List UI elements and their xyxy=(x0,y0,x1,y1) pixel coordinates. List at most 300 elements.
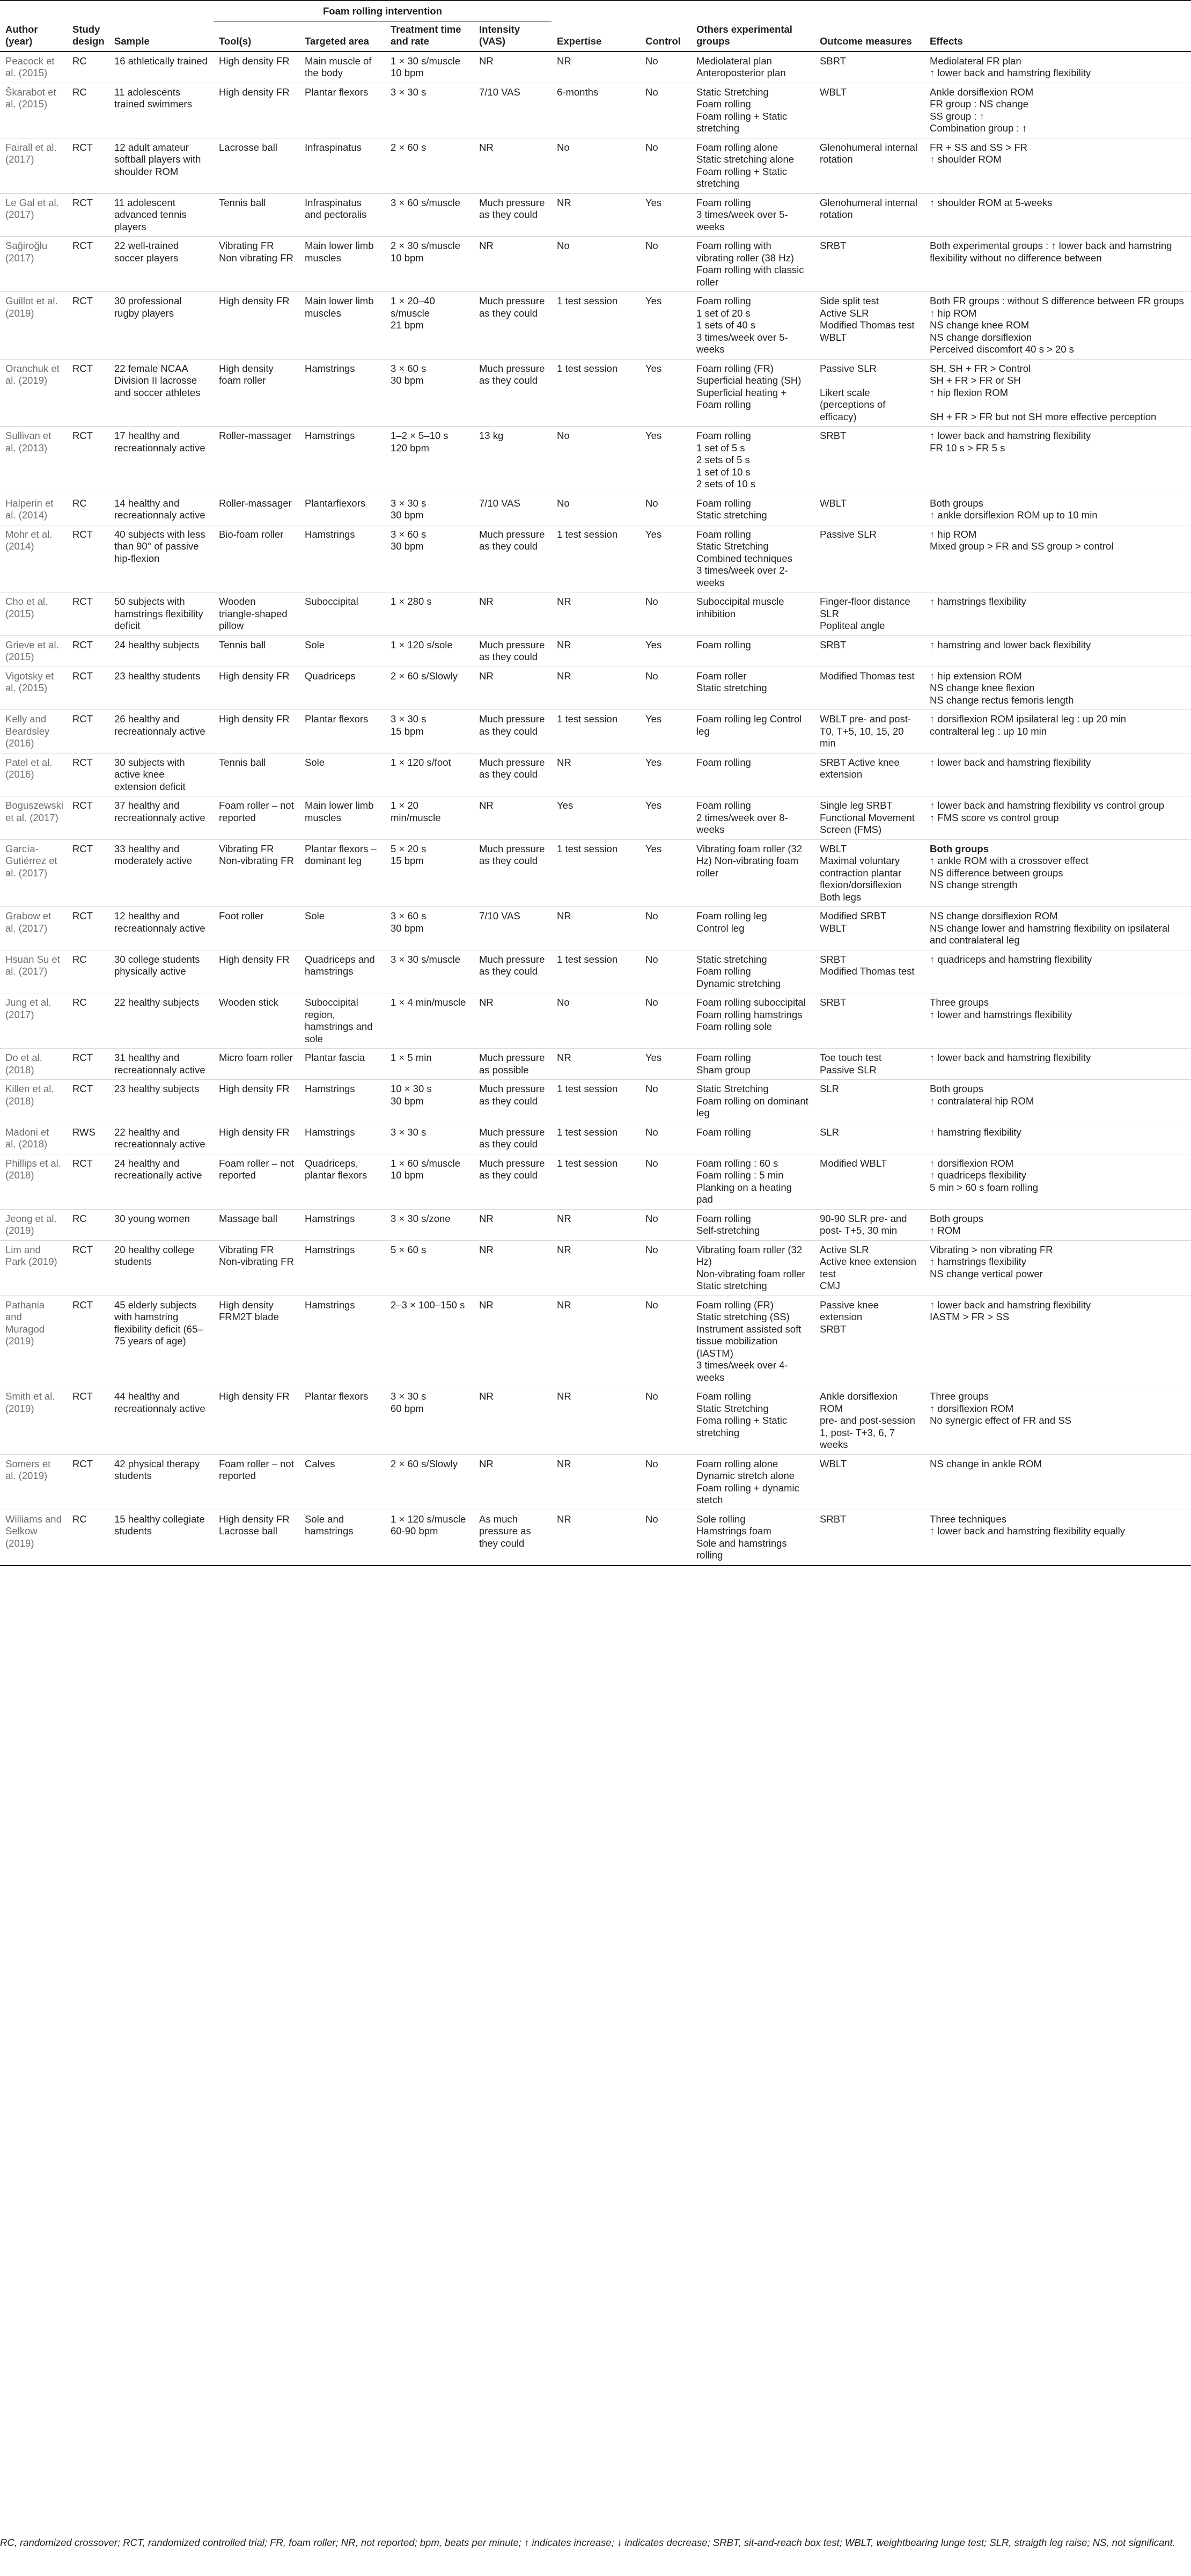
table-row xyxy=(0,1510,1191,1565)
table-row xyxy=(0,1080,1191,1123)
cell-author: Sağiroğlu (2017) xyxy=(0,237,67,292)
cell-study-design: RC xyxy=(67,494,109,525)
cell-study-design: RCT xyxy=(67,710,109,753)
cell-tools: Vibrating FR Non-vibrating FR xyxy=(214,839,299,907)
cell-other-groups: Foam rolling Static Stretching Combined techniques 3 times/week over 2-weeks xyxy=(691,525,814,592)
cell-intensity: Much pressure as they could xyxy=(474,359,552,427)
cell-outcome-measures: SLR xyxy=(814,1080,924,1123)
cell-study-design: RCT xyxy=(67,525,109,592)
cell-tools: High density FR xyxy=(214,292,299,360)
cell-control: No xyxy=(640,592,691,636)
cell-sample: 42 physical therapy students xyxy=(109,1454,214,1510)
cell-author: García-Gutiérrez et al. (2017) xyxy=(0,839,67,907)
cell-targeted-area: Suboccipital region, hamstrings and sole xyxy=(299,993,385,1049)
table-row xyxy=(0,193,1191,237)
cell-effects: SH, SH + FR > Control SH + FR > FR or SH ↑ hip flexion ROM SH + FR > FR but not SH more effective perception xyxy=(924,359,1191,427)
cell-sample: 30 young women xyxy=(109,1209,214,1240)
cell-treatment-time: 1 × 30 s/muscle 10 bpm xyxy=(385,52,474,83)
cell-outcome-measures: SRBT xyxy=(814,237,924,292)
cell-outcome-measures: Side split test Active SLR Modified Thomas test WBLT xyxy=(814,292,924,360)
cell-intensity: 7/10 VAS xyxy=(474,494,552,525)
cell-effects: ↑ hamstrings flexibility xyxy=(924,592,1191,636)
cell-treatment-time: 1 × 4 min/muscle xyxy=(385,993,474,1049)
cell-outcome-measures: SBRT xyxy=(814,52,924,83)
col-header-design: Study design xyxy=(67,1,109,52)
cell-control: No xyxy=(640,667,691,710)
col-header-area: Targeted area xyxy=(299,21,385,52)
cell-control: Yes xyxy=(640,427,691,494)
cell-study-design: RCT xyxy=(67,1049,109,1080)
cell-study-design: RCT xyxy=(67,1296,109,1387)
cell-control: No xyxy=(640,494,691,525)
cell-control: No xyxy=(640,1209,691,1240)
cell-sample: 23 healthy subjects xyxy=(109,1080,214,1123)
cell-control: Yes xyxy=(640,753,691,796)
cell-tools: Tennis ball xyxy=(214,753,299,796)
cell-study-design: RCT xyxy=(67,193,109,237)
cell-study-design: RC xyxy=(67,950,109,993)
cell-sample: 22 healthy subjects xyxy=(109,993,214,1049)
cell-effects: ↑ hamstring flexibility xyxy=(924,1123,1191,1154)
cell-tools: High density foam roller xyxy=(214,359,299,427)
cell-intensity: Much pressure as they could xyxy=(474,839,552,907)
table-row xyxy=(0,525,1191,592)
cell-tools: Micro foam roller xyxy=(214,1049,299,1080)
cell-effects xyxy=(924,839,1191,907)
cell-outcome-measures: SRBT xyxy=(814,993,924,1049)
cell-other-groups: Foam rolling Sham group xyxy=(691,1049,814,1080)
cell-expertise: NR xyxy=(552,1049,640,1080)
cell-treatment-time: 3 × 60 s/muscle xyxy=(385,193,474,237)
cell-other-groups: Foam rolling with vibrating roller (38 Hz) Foam rolling with classic roller xyxy=(691,237,814,292)
cell-effects: Mediolateral FR plan ↑ lower back and hamstring flexibility xyxy=(924,52,1191,83)
cell-control: Yes xyxy=(640,292,691,360)
cell-study-design: RCT xyxy=(67,1454,109,1510)
cell-effects: ↑ dorsiflexion ROM ↑ quadriceps flexibility 5 min > 60 s foam rolling xyxy=(924,1154,1191,1209)
cell-author: Williams and Selkow (2019) xyxy=(0,1510,67,1565)
cell-author: Madoni et al. (2018) xyxy=(0,1123,67,1154)
cell-control: No xyxy=(640,237,691,292)
cell-treatment-time: 3 × 60 s 30 bpm xyxy=(385,907,474,950)
cell-control: No xyxy=(640,1387,691,1455)
cell-control: No xyxy=(640,1296,691,1387)
cell-other-groups: Foam rolling alone Static stretching alone Foam rolling + Static stretching xyxy=(691,138,814,193)
cell-study-design: RCT xyxy=(67,292,109,360)
table-row xyxy=(0,1296,1191,1387)
cell-treatment-time: 1 × 120 s/foot xyxy=(385,753,474,796)
cell-targeted-area: Hamstrings xyxy=(299,359,385,427)
cell-author: Killen et al. (2018) xyxy=(0,1080,67,1123)
cell-targeted-area: Quadriceps and hamstrings xyxy=(299,950,385,993)
table-row xyxy=(0,52,1191,83)
cell-tools: High density FR xyxy=(214,1387,299,1455)
cell-targeted-area: Hamstrings xyxy=(299,1296,385,1387)
cell-expertise: 1 test session xyxy=(552,525,640,592)
table-row xyxy=(0,1049,1191,1080)
cell-study-design: RCT xyxy=(67,667,109,710)
cell-other-groups: Suboccipital muscle inhibition xyxy=(691,592,814,636)
cell-author: Lim and Park (2019) xyxy=(0,1240,67,1296)
table-row xyxy=(0,292,1191,360)
col-group-foam-rolling: Foam rolling intervention xyxy=(214,1,552,21)
cell-treatment-time: 1 × 120 s/sole xyxy=(385,635,474,667)
cell-control: No xyxy=(640,993,691,1049)
cell-effects: ↑ hip ROM Mixed group > FR and SS group > control xyxy=(924,525,1191,592)
cell-treatment-time: 1–2 × 5–10 s 120 bpm xyxy=(385,427,474,494)
cell-intensity: NR xyxy=(474,993,552,1049)
cell-sample: 30 subjects with active knee extension deficit xyxy=(109,753,214,796)
cell-study-design: RWS xyxy=(67,1123,109,1154)
cell-study-design: RCT xyxy=(67,1154,109,1209)
cell-expertise: NR xyxy=(552,1209,640,1240)
cell-study-design: RCT xyxy=(67,1240,109,1296)
effects-text: ↑ ankle ROM with a crossover effect NS difference between groups NS change strength xyxy=(930,855,1089,890)
cell-targeted-area: Quadriceps, plantar flexors xyxy=(299,1154,385,1209)
col-header-tools: Tool(s) xyxy=(214,21,299,52)
effects-heading: Both groups xyxy=(930,843,989,854)
cell-treatment-time: 1 × 5 min xyxy=(385,1049,474,1080)
table-row xyxy=(0,796,1191,840)
cell-intensity: NR xyxy=(474,592,552,636)
table-row xyxy=(0,907,1191,950)
cell-treatment-time: 3 × 30 s/muscle xyxy=(385,950,474,993)
cell-effects: ↑ lower back and hamstring flexibility IASTM > FR > SS xyxy=(924,1296,1191,1387)
cell-other-groups: Foam rolling Static stretching xyxy=(691,494,814,525)
cell-outcome-measures: Modified Thomas test xyxy=(814,667,924,710)
cell-other-groups: Foam rolling 3 times/week over 5-weeks xyxy=(691,193,814,237)
cell-author: Jeong et al. (2019) xyxy=(0,1209,67,1240)
cell-outcome-measures: SRBT Modified Thomas test xyxy=(814,950,924,993)
cell-expertise: Yes xyxy=(552,796,640,840)
col-header-time: Treatment time and rate xyxy=(385,21,474,52)
table-row xyxy=(0,1154,1191,1209)
col-header-author: Author (year) xyxy=(0,1,67,52)
cell-treatment-time: 3 × 30 s 15 bpm xyxy=(385,710,474,753)
cell-tools: Foot roller xyxy=(214,907,299,950)
cell-treatment-time: 1 × 20 min/muscle xyxy=(385,796,474,840)
cell-tools: Wooden triangle-shaped pillow xyxy=(214,592,299,636)
cell-effects: ↑ shoulder ROM at 5-weeks xyxy=(924,193,1191,237)
cell-sample: 40 subjects with less than 90° of passive hip-flexion xyxy=(109,525,214,592)
cell-study-design: RCT xyxy=(67,359,109,427)
cell-effects: Both groups ↑ ROM xyxy=(924,1209,1191,1240)
cell-treatment-time: 2 × 60 s/Slowly xyxy=(385,667,474,710)
cell-other-groups: Mediolateral plan Anteroposterior plan xyxy=(691,52,814,83)
cell-intensity: Much pressure as they could xyxy=(474,292,552,360)
cell-study-design: RC xyxy=(67,83,109,138)
cell-other-groups: Foam rolling 1 set of 20 s 1 sets of 40 s 3 times/week over 5-weeks xyxy=(691,292,814,360)
cell-expertise: 1 test session xyxy=(552,839,640,907)
cell-outcome-measures: SRBT xyxy=(814,427,924,494)
cell-effects: Both groups ↑ ankle dorsiflexion ROM up to 10 min xyxy=(924,494,1191,525)
cell-tools: High density FRM2T blade xyxy=(214,1296,299,1387)
cell-other-groups: Static Stretching Foam rolling Foam rolling + Static stretching xyxy=(691,83,814,138)
cell-targeted-area: Infraspinatus xyxy=(299,138,385,193)
table-row xyxy=(0,667,1191,710)
cell-author: Vigotsky et al. (2015) xyxy=(0,667,67,710)
cell-outcome-measures: Toe touch test Passive SLR xyxy=(814,1049,924,1080)
cell-outcome-measures: SRBT xyxy=(814,1510,924,1565)
table-row xyxy=(0,710,1191,753)
cell-targeted-area: Main lower limb muscles xyxy=(299,796,385,840)
cell-effects: ↑ dorsiflexion ROM ipsilateral leg : up 20 min contralteral leg : up 10 min xyxy=(924,710,1191,753)
cell-intensity: Much pressure as they could xyxy=(474,950,552,993)
cell-author: Boguszewski et al. (2017) xyxy=(0,796,67,840)
cell-effects: Both experimental groups : ↑ lower back and hamstring flexibility without no difference between xyxy=(924,237,1191,292)
cell-study-design: RC xyxy=(67,1209,109,1240)
cell-expertise: NR xyxy=(552,52,640,83)
cell-targeted-area: Plantar fascia xyxy=(299,1049,385,1080)
cell-intensity: NR xyxy=(474,52,552,83)
cell-effects: ↑ hip extension ROM NS change knee flexion NS change rectus femoris length xyxy=(924,667,1191,710)
cell-expertise: No xyxy=(552,237,640,292)
cell-treatment-time: 3 × 30 s 60 bpm xyxy=(385,1387,474,1455)
cell-expertise: NR xyxy=(552,1454,640,1510)
cell-targeted-area: Plantar flexors – dominant leg xyxy=(299,839,385,907)
table-row xyxy=(0,993,1191,1049)
cell-tools: Foam roller – not reported xyxy=(214,1454,299,1510)
cell-treatment-time: 2–3 × 100–150 s xyxy=(385,1296,474,1387)
cell-study-design: RCT xyxy=(67,753,109,796)
cell-targeted-area: Sole xyxy=(299,635,385,667)
cell-author: Guillot et al. (2019) xyxy=(0,292,67,360)
cell-expertise: NR xyxy=(552,635,640,667)
cell-control: Yes xyxy=(640,525,691,592)
table-row xyxy=(0,427,1191,494)
cell-intensity: Much pressure as they could xyxy=(474,1154,552,1209)
cell-effects: Vibrating > non vibrating FR ↑ hamstrings flexibility NS change vertical power xyxy=(924,1240,1191,1296)
cell-sample: 50 subjects with hamstrings flexibility deficit xyxy=(109,592,214,636)
cell-intensity: NR xyxy=(474,667,552,710)
cell-expertise: NR xyxy=(552,1387,640,1455)
cell-expertise: NR xyxy=(552,753,640,796)
cell-control: No xyxy=(640,1123,691,1154)
cell-treatment-time: 3 × 60 s 30 bpm xyxy=(385,359,474,427)
cell-control: No xyxy=(640,83,691,138)
cell-tools: Wooden stick xyxy=(214,993,299,1049)
cell-intensity: Much pressure as possible xyxy=(474,1049,552,1080)
cell-study-design: RCT xyxy=(67,796,109,840)
cell-treatment-time: 3 × 30 s/zone xyxy=(385,1209,474,1240)
cell-effects: Both FR groups : without S difference between FR groups ↑ hip ROM NS change knee ROM NS change dorsiflexion Perceived discomfort 40 s > 20 s xyxy=(924,292,1191,360)
cell-control: No xyxy=(640,52,691,83)
cell-study-design: RCT xyxy=(67,237,109,292)
cell-expertise: No xyxy=(552,138,640,193)
cell-expertise: 1 test session xyxy=(552,1154,640,1209)
cell-treatment-time: 2 × 60 s/Slowly xyxy=(385,1454,474,1510)
cell-treatment-time: 3 × 30 s 30 bpm xyxy=(385,494,474,525)
cell-sample: 26 healthy and recreationnaly active xyxy=(109,710,214,753)
cell-author: Jung et al. (2017) xyxy=(0,993,67,1049)
cell-other-groups: Foam rolling Self-stretching xyxy=(691,1209,814,1240)
cell-effects: NS change dorsiflexion ROM NS change lower and hamstring flexibility on ipsilateral and contralateral leg xyxy=(924,907,1191,950)
cell-expertise: 1 test session xyxy=(552,359,640,427)
cell-effects: Both groups ↑ contralateral hip ROM xyxy=(924,1080,1191,1123)
cell-author: Oranchuk et al. (2019) xyxy=(0,359,67,427)
cell-control: Yes xyxy=(640,1049,691,1080)
cell-targeted-area: Calves xyxy=(299,1454,385,1510)
cell-sample: 15 healthy collegiate students xyxy=(109,1510,214,1565)
cell-outcome-measures: WBLT xyxy=(814,83,924,138)
cell-author: Grabow et al. (2017) xyxy=(0,907,67,950)
cell-outcome-measures: Glenohumeral internal rotation xyxy=(814,138,924,193)
cell-author: Mohr et al. (2014) xyxy=(0,525,67,592)
cell-expertise: NR xyxy=(552,907,640,950)
cell-sample: 12 adult amateur softball players with shoulder ROM xyxy=(109,138,214,193)
cell-outcome-measures: Single leg SRBT Functional Movement Screen (FMS) xyxy=(814,796,924,840)
table-row xyxy=(0,950,1191,993)
cell-expertise: No xyxy=(552,427,640,494)
cell-expertise: 1 test session xyxy=(552,292,640,360)
cell-expertise: No xyxy=(552,494,640,525)
cell-author: Cho et al. (2015) xyxy=(0,592,67,636)
cell-effects: FR + SS and SS > FR ↑ shoulder ROM xyxy=(924,138,1191,193)
cell-intensity: NR xyxy=(474,1296,552,1387)
cell-sample: 12 healthy and recreationnaly active xyxy=(109,907,214,950)
cell-outcome-measures: Passive SLR Likert scale (perceptions of efficacy) xyxy=(814,359,924,427)
table-row xyxy=(0,592,1191,636)
cell-expertise: NR xyxy=(552,592,640,636)
cell-targeted-area: Main lower limb muscles xyxy=(299,237,385,292)
cell-effects: ↑ lower back and hamstring flexibility xyxy=(924,753,1191,796)
cell-intensity: Much pressure as they could xyxy=(474,753,552,796)
cell-other-groups: Static stretching Foam rolling Dynamic stretching xyxy=(691,950,814,993)
cell-study-design: RCT xyxy=(67,635,109,667)
cell-expertise: 6-months xyxy=(552,83,640,138)
cell-control: Yes xyxy=(640,193,691,237)
table-footnote: RC, randomized crossover; RCT, randomized controlled trial; FR, foam roller; NR, not reported; bpm, beats per minute; ↑ indicates increase; ↓ indicates decrease; SRBT, sit-and-reach box test; WBLT, weightbearing lunge test; SLR, straigth leg raise; NS, not significant. xyxy=(0,2537,1175,2548)
cell-targeted-area: Hamstrings xyxy=(299,1240,385,1296)
cell-sample: 37 healthy and recreationnaly active xyxy=(109,796,214,840)
cell-effects: ↑ lower back and hamstring flexibility xyxy=(924,1049,1191,1080)
cell-intensity: Much pressure as they could xyxy=(474,1080,552,1123)
cell-sample: 24 healthy subjects xyxy=(109,635,214,667)
cell-targeted-area: Main lower limb muscles xyxy=(299,292,385,360)
cell-other-groups: Foam rolling : 60 s Foam rolling : 5 min Planking on a heating pad xyxy=(691,1154,814,1209)
cell-other-groups: Foam rolling 2 times/week over 8-weeks xyxy=(691,796,814,840)
cell-sample: 30 professional rugby players xyxy=(109,292,214,360)
cell-other-groups: Foam rolling (FR) Static stretching (SS) Instrument assisted soft tissue mobilization (IASTM) 3 times/week over 4-weeks xyxy=(691,1296,814,1387)
cell-treatment-time: 5 × 60 s xyxy=(385,1240,474,1296)
cell-control: No xyxy=(640,907,691,950)
cell-intensity: Much pressure as they could xyxy=(474,710,552,753)
cell-tools: Bio-foam roller xyxy=(214,525,299,592)
cell-tools: Massage ball xyxy=(214,1209,299,1240)
cell-sample: 22 female NCAA Division II lacrosse and soccer athletes xyxy=(109,359,214,427)
cell-control: Yes xyxy=(640,710,691,753)
cell-sample: 22 well-trained soccer players xyxy=(109,237,214,292)
cell-outcome-measures: Passive SLR xyxy=(814,525,924,592)
cell-expertise: No xyxy=(552,993,640,1049)
cell-targeted-area: Hamstrings xyxy=(299,1080,385,1123)
cell-sample: 11 adolescent advanced tennis players xyxy=(109,193,214,237)
cell-author: Somers et al. (2019) xyxy=(0,1454,67,1510)
cell-sample: 16 athletically trained xyxy=(109,52,214,83)
cell-intensity: 7/10 VAS xyxy=(474,83,552,138)
cell-tools: Tennis ball xyxy=(214,635,299,667)
table-row xyxy=(0,494,1191,525)
cell-intensity: Much pressure as they could xyxy=(474,1123,552,1154)
cell-other-groups: Vibrating foam roller (32 Hz) Non-vibrating foam roller xyxy=(691,839,814,907)
cell-intensity: 7/10 VAS xyxy=(474,907,552,950)
cell-study-design: RC xyxy=(67,993,109,1049)
cell-study-design: RCT xyxy=(67,592,109,636)
cell-intensity: 13 kg xyxy=(474,427,552,494)
cell-outcome-measures: Modified SRBT WBLT xyxy=(814,907,924,950)
cell-tools: Roller-massager xyxy=(214,427,299,494)
cell-targeted-area: Plantar flexors xyxy=(299,1387,385,1455)
cell-targeted-area: Hamstrings xyxy=(299,427,385,494)
table-row xyxy=(0,1454,1191,1510)
cell-outcome-measures: WBLT xyxy=(814,1454,924,1510)
table-header xyxy=(0,1,1191,52)
cell-sample: 14 healthy and recreationnaly active xyxy=(109,494,214,525)
col-header-sample: Sample xyxy=(109,1,214,52)
cell-outcome-measures: 90-90 SLR pre- and post- T+5, 30 min xyxy=(814,1209,924,1240)
cell-author: Halperin et al. (2014) xyxy=(0,494,67,525)
cell-sample: 24 healthy and recreationally active xyxy=(109,1154,214,1209)
col-header-control: Control xyxy=(640,1,691,52)
cell-tools: Vibrating FR Non vibrating FR xyxy=(214,237,299,292)
table-row xyxy=(0,635,1191,667)
cell-other-groups: Foam rolling (FR) Superficial heating (SH) Superficial heating + Foam rolling xyxy=(691,359,814,427)
cell-sample: 11 adolescents trained swimmers xyxy=(109,83,214,138)
cell-outcome-measures: SRBT xyxy=(814,635,924,667)
cell-sample: 22 healthy and recreationnaly active xyxy=(109,1123,214,1154)
cell-targeted-area: Quadriceps xyxy=(299,667,385,710)
cell-tools: High density FR xyxy=(214,52,299,83)
cell-effects: ↑ hamstring and lower back flexibility xyxy=(924,635,1191,667)
table-body xyxy=(0,52,1191,1565)
cell-other-groups: Vibrating foam roller (32 Hz) Non-vibrating foam roller Static stretching xyxy=(691,1240,814,1296)
cell-effects: Three groups ↑ dorsiflexion ROM No synergic effect of FR and SS xyxy=(924,1387,1191,1455)
cell-outcome-measures: WBLT xyxy=(814,494,924,525)
cell-targeted-area: Hamstrings xyxy=(299,525,385,592)
cell-outcome-measures: Ankle dorsiflexion ROM pre- and post-session 1, post- T+3, 6, 7 weeks xyxy=(814,1387,924,1455)
cell-targeted-area: Sole xyxy=(299,907,385,950)
cell-tools: Lacrosse ball xyxy=(214,138,299,193)
cell-study-design: RCT xyxy=(67,839,109,907)
cell-author: Do et al. (2018) xyxy=(0,1049,67,1080)
cell-expertise: 1 test session xyxy=(552,1123,640,1154)
cell-tools: High density FR xyxy=(214,667,299,710)
cell-targeted-area: Plantar flexors xyxy=(299,710,385,753)
table-row xyxy=(0,753,1191,796)
cell-effects: ↑ lower back and hamstring flexibility vs control group ↑ FMS score vs control group xyxy=(924,796,1191,840)
cell-outcome-measures: WBLT Maximal voluntary contraction plantar flexion/dorsiflexion Both legs xyxy=(814,839,924,907)
cell-author: Smith et al. (2019) xyxy=(0,1387,67,1455)
cell-targeted-area: Hamstrings xyxy=(299,1123,385,1154)
cell-outcome-measures: Active SLR Active knee extension test CMJ xyxy=(814,1240,924,1296)
cell-intensity: NR xyxy=(474,1454,552,1510)
cell-expertise: 1 test session xyxy=(552,1080,640,1123)
cell-effects: ↑ quadriceps and hamstring flexibility xyxy=(924,950,1191,993)
cell-treatment-time: 3 × 30 s xyxy=(385,1123,474,1154)
cell-other-groups: Foam roller Static stretching xyxy=(691,667,814,710)
cell-expertise: NR xyxy=(552,667,640,710)
cell-expertise: 1 test session xyxy=(552,950,640,993)
cell-study-design: RC xyxy=(67,1510,109,1565)
cell-treatment-time: 3 × 30 s xyxy=(385,83,474,138)
table-row xyxy=(0,1209,1191,1240)
cell-effects: Ankle dorsiflexion ROM FR group : NS change SS group : ↑ Combination group : ↑ xyxy=(924,83,1191,138)
cell-other-groups: Foam rolling leg Control leg xyxy=(691,710,814,753)
cell-intensity: Much pressure as they could xyxy=(474,193,552,237)
cell-intensity: NR xyxy=(474,138,552,193)
cell-author: Le Gal et al. (2017) xyxy=(0,193,67,237)
cell-other-groups: Foam rolling Static Stretching Foma rolling + Static stretching xyxy=(691,1387,814,1455)
cell-sample: 31 healthy and recreationnaly active xyxy=(109,1049,214,1080)
